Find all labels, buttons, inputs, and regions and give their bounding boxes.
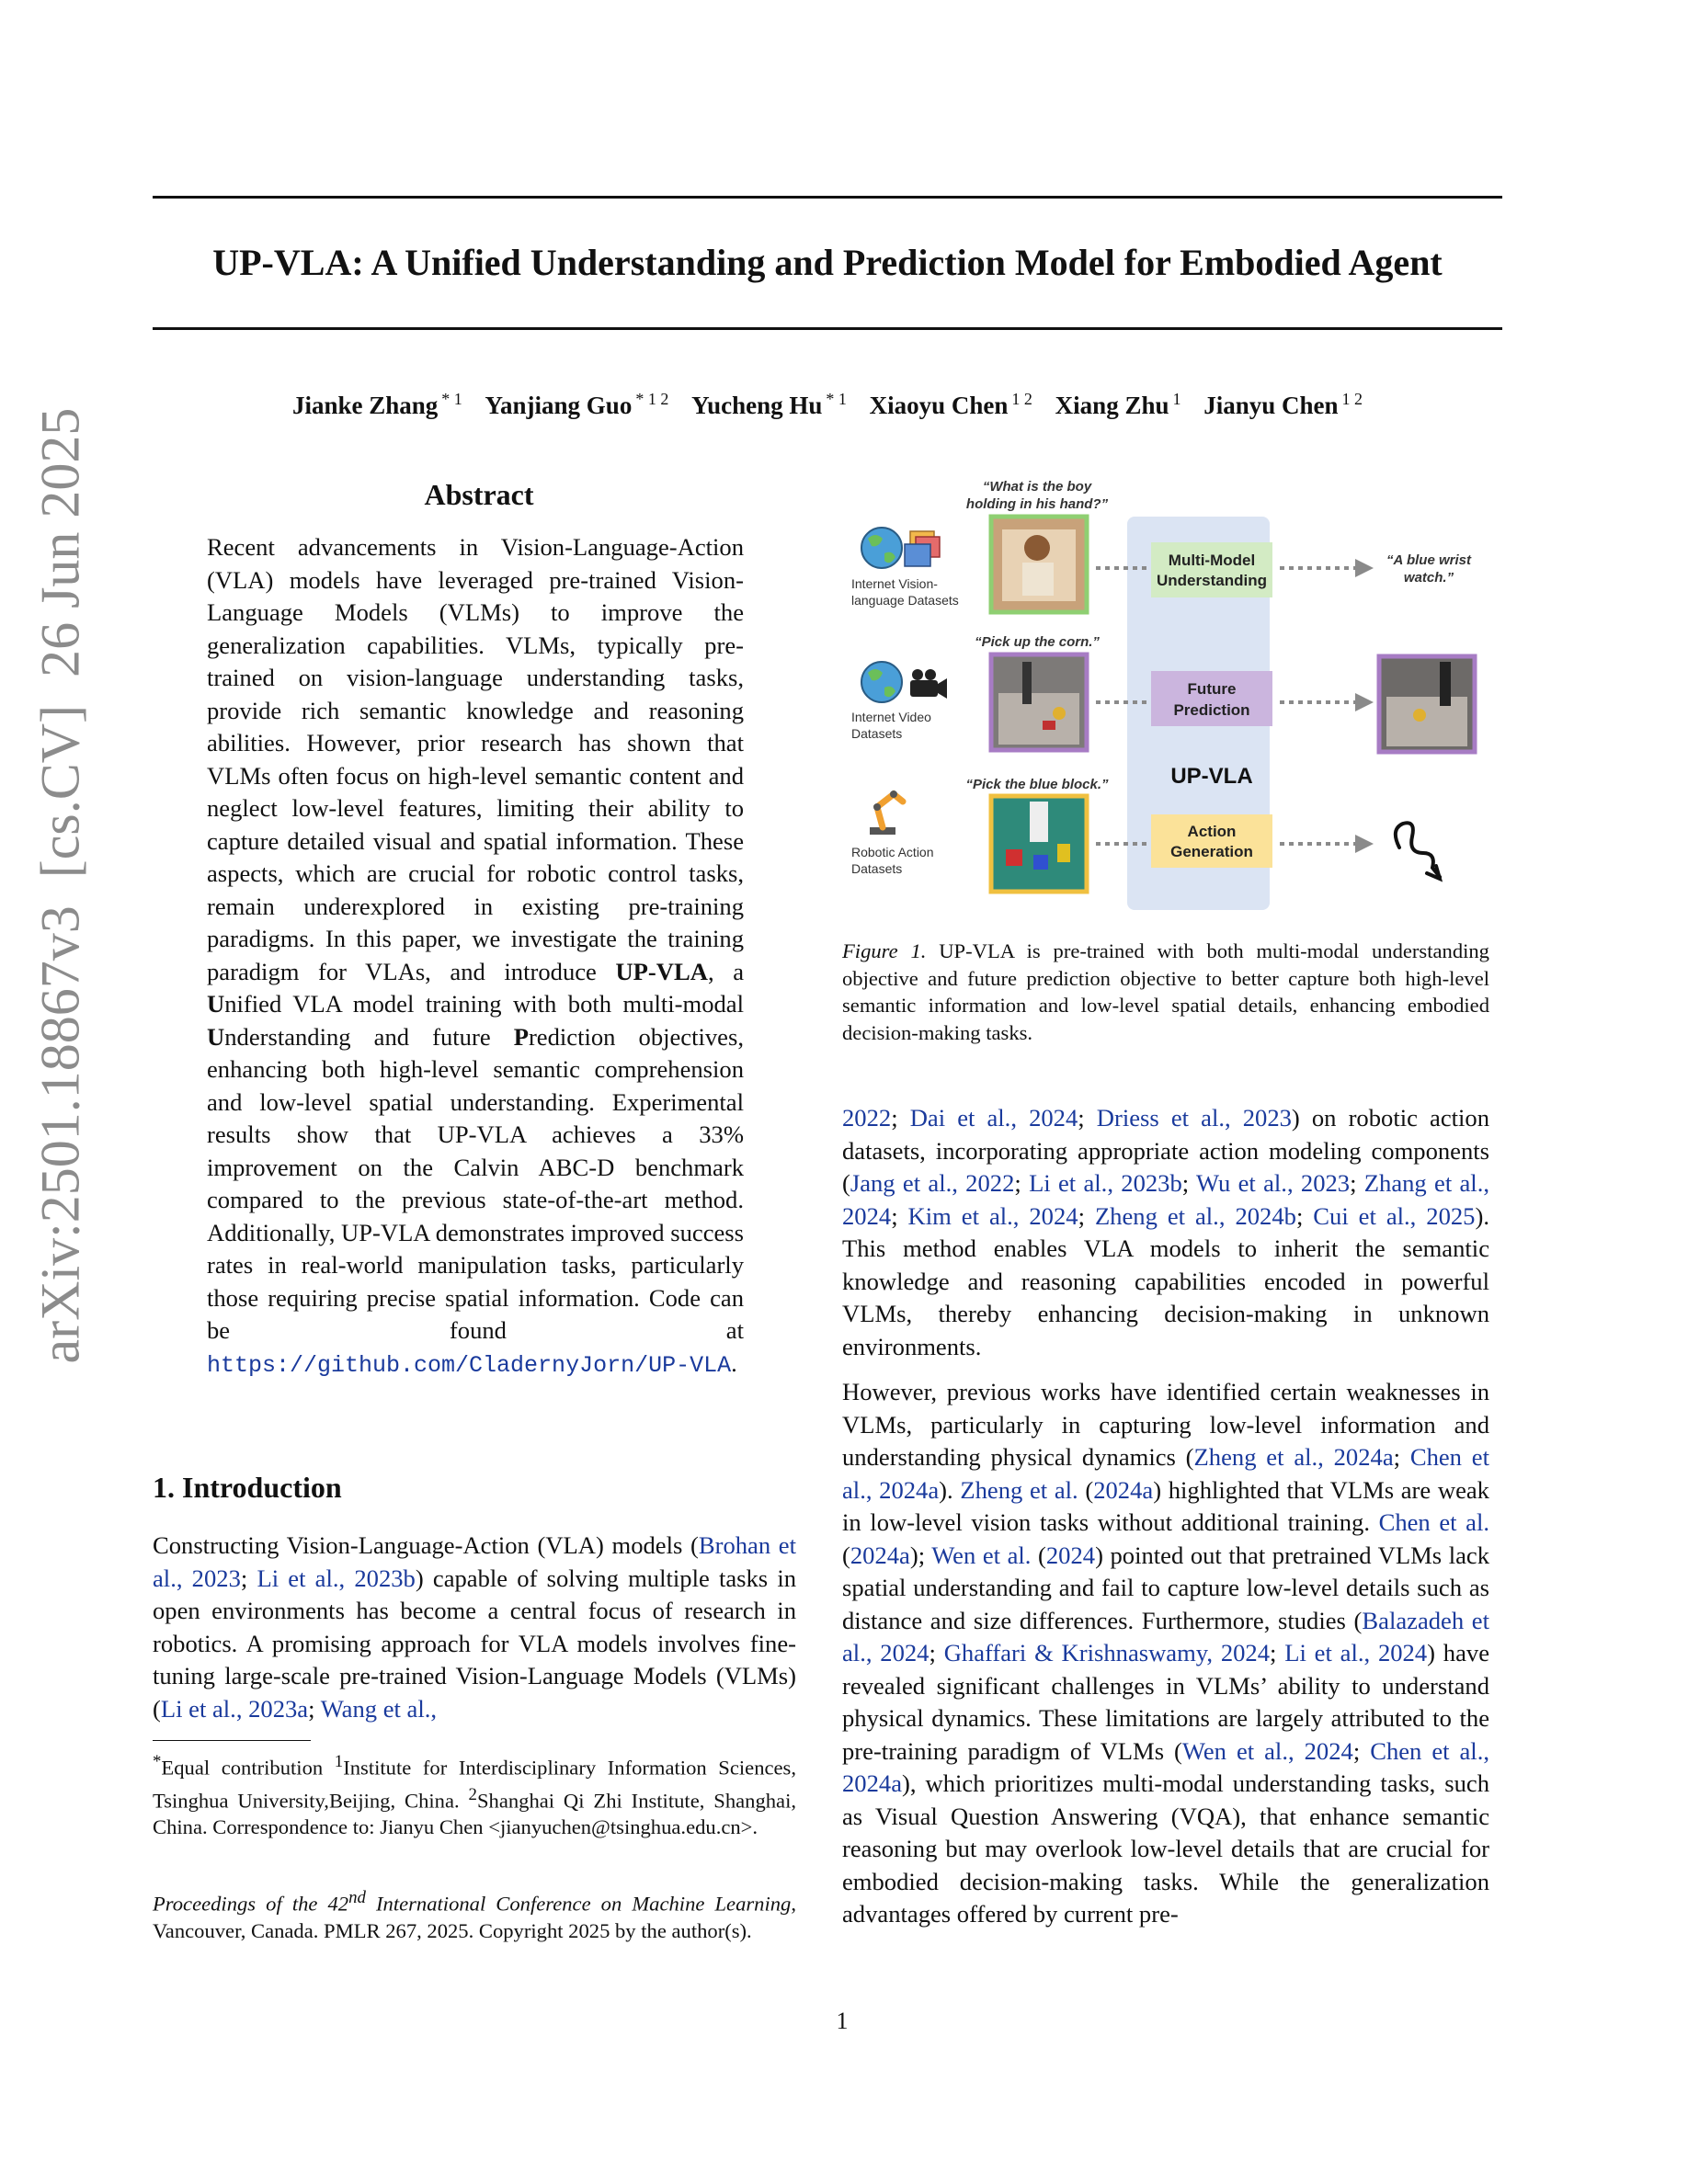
title-bottom-rule: [153, 327, 1502, 330]
blocks-image: [991, 796, 1087, 892]
globe-icon: [861, 528, 902, 568]
source-3-label: Robotic Action Datasets: [851, 845, 934, 876]
citation-link[interactable]: Wang et al.,: [320, 1694, 438, 1723]
citation-link[interactable]: Chen et al., 2024a: [842, 1443, 1489, 1504]
intro-paragraph: Constructing Vision-Language-Action (VLA) models (Brohan et al., 2023; Li et al., 2023b) capable of solving multiple tasks in open environments has become a central focus of research in robotics. A promising approach for VLA models involves fine-tuning large-scale pre-trained Vision-Language Models (VLMs) (Li et al., 2023a; Wang et al.,: [153, 1531, 797, 1723]
source-2-label: Internet Video Datasets: [851, 710, 931, 741]
citation-link[interactable]: 2022: [842, 1104, 892, 1132]
body-paragraph: 2022; Dai et al., 2024; Driess et al., 2023) on robotic action datasets, incorporating appropriate action modeling components (Jang et al., 2022; Li et al., 2023b; Wu et al., 2023; Zhang et al., 2024; Kim et al., 2024; Zheng et al., 2024b; Cui et al., 2025). This method enables VLA models to inherit the semantic knowledge and reasoning capabilities encoded in powerful VLMs, thereby enhancing decision-making in unknown environments.: [842, 1104, 1489, 1360]
section-heading-introduction: 1. Introduction: [153, 1471, 342, 1504]
author: Xiaoyu Chen $^{1 2}$: [869, 390, 1032, 419]
model-name: UP-VLA: [1170, 764, 1253, 789]
paper-title: UP-VLA: A Unified Understanding and Prediction Model for Embodied Agent: [212, 242, 1443, 283]
question-3-label: “Pick the blue block.”: [965, 777, 1109, 792]
body-paragraph: However, previous works have identified certain weaknesses in VLMs, particularly in capturing low-level information and understanding physical dynamics (Zheng et al., 2024a; Chen et al., 2024a). Zheng et al. (2024a) highlighted that VLMs are weak in low-level vision tasks without additional training. Chen et al. (2024a); Wen et al. (2024) pointed out that pretrained VLMs lack spatial understanding and fail to capture low-level details such as distance and size differences. Furthermore, studies (Balazadeh et al., 2024; Ghaffari & Krishnaswamy, 2024; Li et al., 2024) have revealed significant challenges in VLMs’ ability to understand physical dynamics. These limitations are largely attributed to the pre-training paradigm of VLMs (Wen et al., 2024; Chen et al., 2024a), which prioritizes multi-modal understanding tasks, such as Visual Question Answering (VQA), that enhance semantic reasoning but may overlook low-level details that are crucial for embodied decision-making tasks. While the generalization advantages offered by current pre-: [842, 1378, 1489, 1928]
citation-link[interactable]: Dai et al., 2024: [909, 1104, 1078, 1132]
answer-label: “A blue wrist watch.”: [1386, 552, 1471, 586]
citation-link[interactable]: Li et al., 2023a: [160, 1694, 309, 1723]
box-2-label: Future Prediction: [1173, 680, 1250, 719]
action-trajectory-icon: [1396, 823, 1440, 877]
citation-link[interactable]: Zhang et al., 2024: [842, 1169, 1489, 1230]
footnote: *Equal contribution $^1$Institute for Interdisciplinary Information Sciences, Tsinghua University,Beijing, China. $^2$Shanghai Qi Zhi Institute, Shanghai, China. Correspondence to: Jianyu Chen <jianyuchen@tsinghua.edu.cn>.: [153, 1752, 796, 1839]
citation-link[interactable]: Wu et al., 2023: [1195, 1169, 1351, 1197]
citation-link[interactable]: Zheng et al., 2024a: [1193, 1443, 1394, 1471]
top-rule: [153, 196, 1502, 199]
citation-link[interactable]: Brohan et al., 2023: [153, 1531, 796, 1592]
citation-link[interactable]: Li et al., 2023b: [1029, 1169, 1182, 1197]
boy-image: [991, 517, 1087, 612]
author: Jianke Zhang $^{* 1}$: [291, 390, 462, 419]
arxiv-sidebar-stamp: arXiv:2501.18867v3 [cs.CV] 26 Jun 2025: [29, 407, 91, 1364]
citation-link[interactable]: 2024a: [850, 1541, 910, 1569]
citation-link[interactable]: Wen et al.: [931, 1541, 1032, 1569]
box-1-label: Multi-Model Understanding: [1157, 552, 1267, 589]
citation-link[interactable]: 2024: [1045, 1541, 1096, 1569]
robot-arm-icon: [870, 791, 903, 835]
page-number: 1: [836, 2008, 849, 2034]
author-list: [153, 390, 1502, 420]
box-3-label: Action Generation: [1170, 823, 1253, 860]
predicted-frame-image: [1379, 656, 1475, 752]
citation-link[interactable]: Wen et al., 2024: [1181, 1736, 1353, 1765]
citation-link[interactable]: Zheng et al., 2024b: [1094, 1201, 1296, 1230]
author: Jianyu Chen $^{1 2}$: [1203, 390, 1363, 419]
citation-link[interactable]: Li et al., 2024: [1284, 1639, 1428, 1666]
citation-link[interactable]: Ghaffari & Krishnaswamy, 2024: [943, 1639, 1271, 1666]
video-camera-icon: [910, 669, 947, 699]
box-multi-model-understanding: [1151, 542, 1272, 597]
citation-link[interactable]: Chen et al.: [1378, 1508, 1489, 1536]
author: Xiang Zhu $^1$: [1055, 390, 1181, 419]
abstract-text: Recent advancements in Vision-Language-Action (VLA) models have leveraged pre-trained Vision-Language Models (VLMs) to improve the generalization capabilities. VLMs, typically pre-trained on vision-language understanding tasks, provide rich semantic knowledge and reasoning abilities. However, prior research has shown that VLMs often focus on high-level semantic content and neglect low-level features, limiting their ability to capture detailed visual and spatial information. These aspects, which are crucial for robotic control tasks, remain underexplored in existing pre-training paradigms. In this paper, we investigate the training paradigm for VLAs, and introduce UP-VLA, a Unified VLA model training with both multi-modal Understanding and future Prediction objectives, enhancing both high-level semantic comprehension and low-level spatial understanding. Experimental results show that UP-VLA achieves a 33% improvement on the Calvin ABC-D benchmark compared to the previous state-of-the-art method. Additionally, UP-VLA demonstrates improved success rates in real-world manipulation tasks, particularly those requiring precise spatial information. Code can be found at https://github.com/CladernyJorn/UP-VLA.: [207, 533, 744, 1379]
citation-link[interactable]: Driess et al., 2023: [1096, 1104, 1292, 1132]
citation-link[interactable]: 2024a: [1093, 1475, 1154, 1504]
author: Yucheng Hu $^{* 1}$: [691, 390, 847, 419]
abstract-heading: Abstract: [424, 478, 534, 511]
question-2-label: “Pick up the corn.”: [975, 634, 1100, 650]
citation-link[interactable]: Balazadeh et al., 2024: [842, 1606, 1489, 1666]
citation-link[interactable]: Kim et al., 2024: [907, 1201, 1078, 1230]
source-1-label: Internet Vision-language Datasets: [851, 576, 959, 608]
globe-icon: [861, 662, 902, 702]
citation-link[interactable]: Jang et al., 2022: [850, 1169, 1015, 1197]
footnote-rule: [153, 1740, 311, 1741]
citation-link[interactable]: Chen et al., 2024a: [842, 1736, 1489, 1797]
code-link[interactable]: https://github.com/CladernyJorn/UP-VLA: [207, 1351, 732, 1379]
robot-scene-image: [991, 654, 1087, 750]
citation-link[interactable]: Li et al., 2023b: [257, 1564, 416, 1592]
question-1-label: “What is the boy holding in his hand?”: [965, 479, 1109, 512]
figure-1-diagram: [842, 472, 1506, 930]
figure-caption: Figure 1. UP-VLA is pre-trained with both multi-modal understanding objective and future prediction objective to better capture both high-level semantic information and low-level spatial details, enhancing embodied decision-making tasks.: [842, 939, 1489, 1044]
image-folder-icon: [905, 531, 940, 566]
proceedings-note: Proceedings of the 42nd International Conference on Machine Learning, Vancouver, Canada. PMLR 267, 2025. Copyright 2025 by the author(s).: [153, 1888, 796, 1942]
citation-link[interactable]: Cui et al., 2025: [1313, 1201, 1476, 1230]
citation-link[interactable]: Zheng et al.: [960, 1475, 1078, 1504]
author: Yanjiang Guo $^{* 1 2}$: [485, 390, 669, 419]
